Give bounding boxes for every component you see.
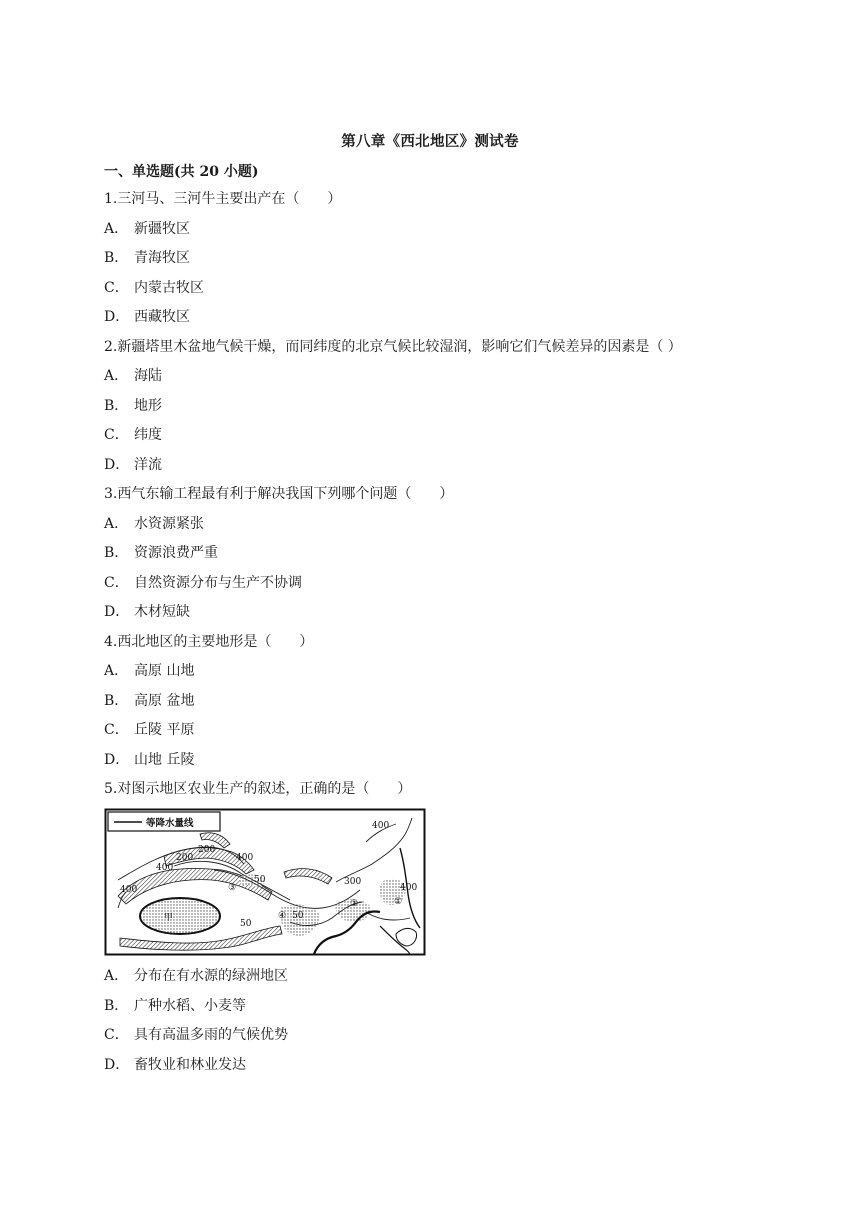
map-label-200-a: 200 [198,845,216,855]
question-2-option-b[interactable]: B． 地形 [104,398,162,414]
question-4-option-b[interactable]: B． 高原 盆地 [104,693,195,709]
question-4-option-a[interactable]: A． 高原 山地 [104,663,195,679]
question-1-option-a[interactable]: A． 新疆牧区 [104,221,190,237]
map-label-400-e: 400 [400,883,418,893]
question-5-stem: 5.对图示地区农业生产的叙述，正确的是（ ） [104,781,412,797]
question-3-option-b[interactable]: B． 资源浪费严重 [104,545,218,561]
question-5-option-d[interactable]: D． 畜牧业和林业发达 [104,1057,246,1073]
map-label-circle-3: ③ [228,883,237,893]
question-3-option-d[interactable]: D． 木材短缺 [104,604,190,620]
map-label-circle-1: ① [394,897,403,907]
question-4-stem: 4.西北地区的主要地形是（ ） [104,634,314,650]
map-label-400-b: 400 [156,863,174,873]
question-3-option-c[interactable]: C． 自然资源分布与生产不协调 [104,575,302,591]
question-1-option-c[interactable]: C． 内蒙古牧区 [104,280,204,296]
map-label-50-a: 50 [254,875,266,885]
map-label-400-d: 400 [120,885,138,895]
map-label-circle-2: ② [350,899,359,909]
map-label-50-b: 50 [240,919,252,929]
legend-label: 等降水量线 [146,818,194,829]
map-legend [108,812,220,831]
map-label-200-b: 200 [176,853,194,863]
question-5-option-b[interactable]: B． 广种水稻、小麦等 [104,998,246,1014]
map-label-400-ne: 400 [372,821,390,831]
question-2-option-c[interactable]: C． 纬度 [104,427,162,443]
question-1-option-b[interactable]: B． 青海牧区 [104,250,190,266]
tarim-basin [140,898,220,934]
question-2-option-a[interactable]: A． 海陆 [104,368,162,384]
question-1-option-d[interactable]: D． 西藏牧区 [104,309,190,325]
map-label-circle-4: ④ [278,911,287,921]
question-2-stem: 2.新疆塔里木盆地气候干燥，而同纬度的北京气候比较湿润，影响它们气候差异的因素是（ ） [104,339,682,355]
question-4-option-d[interactable]: D． 山地 丘陵 [104,752,195,768]
page-title: 第八章《西北地区》测试卷 [341,133,519,150]
question-1-stem: 1.三河马、三河牛主要出产在（ ） [104,191,342,207]
question-4-option-c[interactable]: C． 丘陵 平原 [104,722,195,738]
question-2-option-d[interactable]: D． 洋流 [104,457,162,473]
precipitation-map-figure [104,808,426,956]
map-label-jia: 甲 [164,913,174,923]
map-label-50-c: 50 [292,911,304,921]
question-3-option-a[interactable]: A． 水资源紧张 [104,516,204,532]
map-label-300: 300 [344,877,362,887]
question-5-option-c[interactable]: C． 具有高温多雨的气候优势 [104,1027,288,1043]
question-5-option-a[interactable]: A． 分布在有水源的绿洲地区 [104,968,288,984]
question-3-stem: 3.西气东输工程最有利于解决我国下列哪个问题（ ） [104,486,454,502]
precipitation-map [104,808,426,956]
section-heading: 一、单选题(共 20 小题) [104,164,259,180]
map-label-400-c: 400 [236,853,254,863]
